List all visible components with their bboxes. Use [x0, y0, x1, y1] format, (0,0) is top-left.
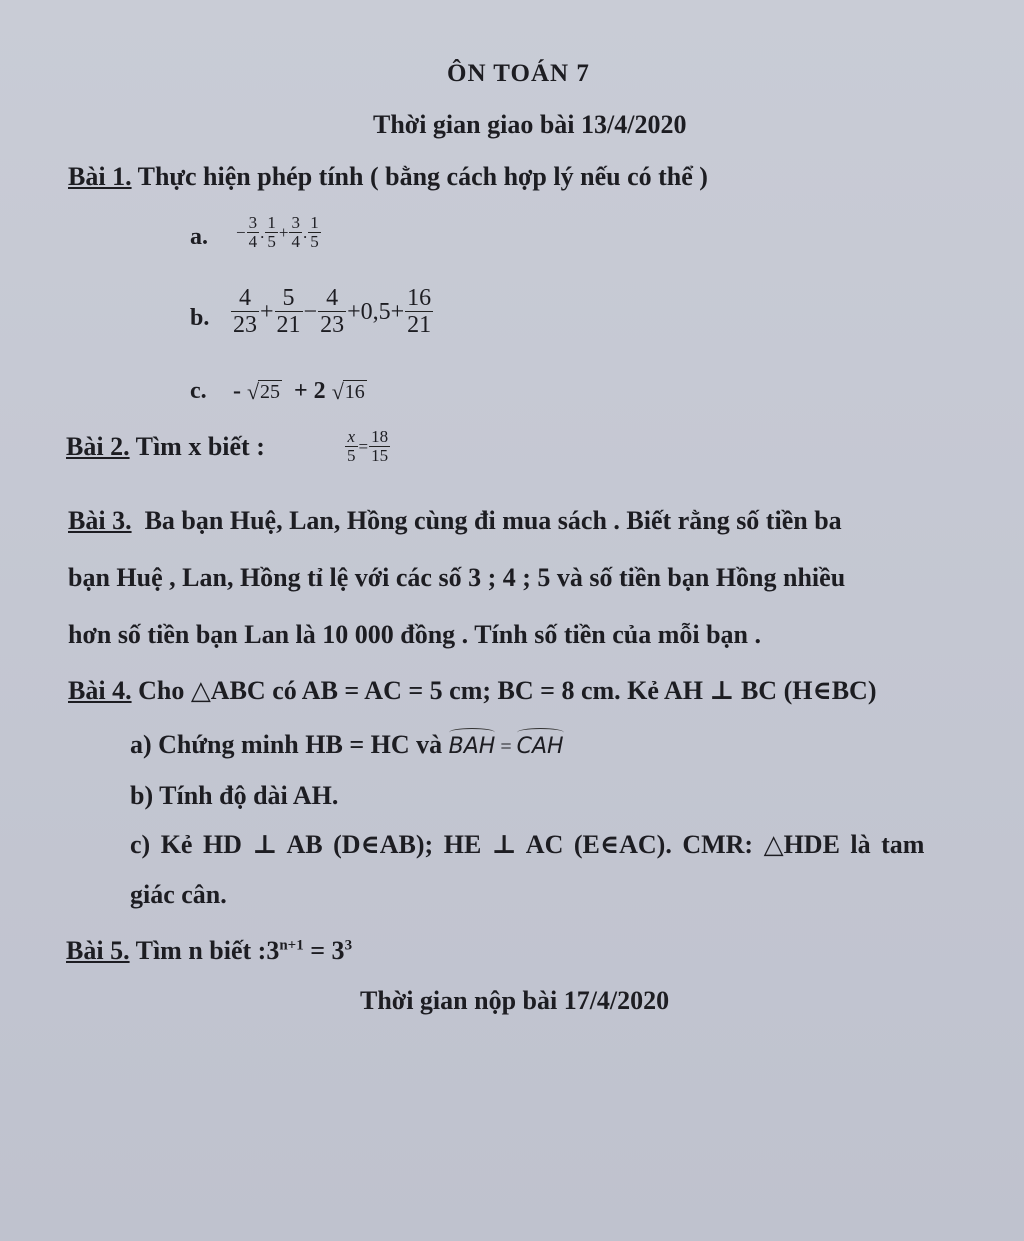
- bai1-c-expression: - √ 25 + 2 √ 16: [233, 378, 365, 404]
- bai2-heading: [66, 432, 265, 462]
- bai4-c-line2: giác cân.: [130, 880, 227, 909]
- bai4-label: Bài 4.: [68, 676, 132, 705]
- bai1-c-label: c.: [190, 378, 207, 404]
- bai4-b: b) Tính độ dài AH.: [130, 781, 339, 810]
- submit-date: Thời gian nộp bài 17/4/2020: [360, 986, 670, 1015]
- bai5-text: Tìm n biết $:3^{n+1} = 3^3$: [135, 936, 353, 965]
- assign-date: Thời gian giao bài 13/4/2020: [373, 110, 687, 139]
- bai1-heading: [68, 162, 708, 192]
- angle-bah: BAH: [449, 734, 496, 759]
- worksheet-title: ÔN TOÁN 7: [447, 60, 590, 87]
- angle-cah: CAH: [517, 734, 564, 759]
- bai1-b-expression: $\frac{4}{23}$ + $\frac{5}{21}$ − $\frac{4}{23}$ +0,5+ $\frac{16}{21}$: [233, 285, 432, 339]
- bai5-label: Bài 5.: [66, 936, 130, 965]
- bai1-text: Thực hiện phép tính ( bằng cách hợp lý nếu có thể ): [137, 162, 708, 191]
- bai2-text: Tìm x biết :: [135, 432, 265, 461]
- bai1-a-expression: − $\frac{3}{4}$ . $\frac{1}{5}$ + $\frac{3}{4}$ . $\frac{1}{5}$: [236, 213, 319, 251]
- bai3-line1: Bài 3. Ba bạn Huệ, Lan, Hồng cùng đi mua sách . Biết rằng số tiền ba: [68, 506, 842, 535]
- bai5-heading: [66, 936, 352, 966]
- bai2-expression: $\frac{x}{5}$ = $\frac{18}{15}$: [347, 427, 389, 465]
- bai1-label: Bài 1.: [68, 162, 132, 191]
- bai1-b-label: b.: [190, 305, 210, 331]
- bai4-a: a) Chứng minh HB = HC và BAH = CAH: [130, 730, 564, 759]
- bai3-line2: bạn Huệ , Lan, Hồng tỉ lệ với các số 3 ; 4 ; 5 và số tiền bạn Hồng nhiều: [68, 563, 846, 592]
- bai1-a-label: a.: [190, 224, 208, 250]
- bai4-c-line1: c) Kẻ HD ⊥ AB (D∈AB); HE ⊥ AC (E∈AC). CMR: △HDE là tam: [130, 830, 925, 859]
- bai4-text: Cho △ABC có AB = AC = 5 cm; BC = 8 cm. Kẻ AH ⊥ BC (H∈BC): [138, 676, 877, 705]
- bai3-label: Bài 3.: [68, 506, 132, 535]
- bai2-label: Bài 2.: [66, 432, 130, 461]
- bai3-line3: hơn số tiền bạn Lan là 10 000 đồng . Tính số tiền của mỗi bạn .: [68, 620, 761, 649]
- bai4-heading: [68, 676, 876, 706]
